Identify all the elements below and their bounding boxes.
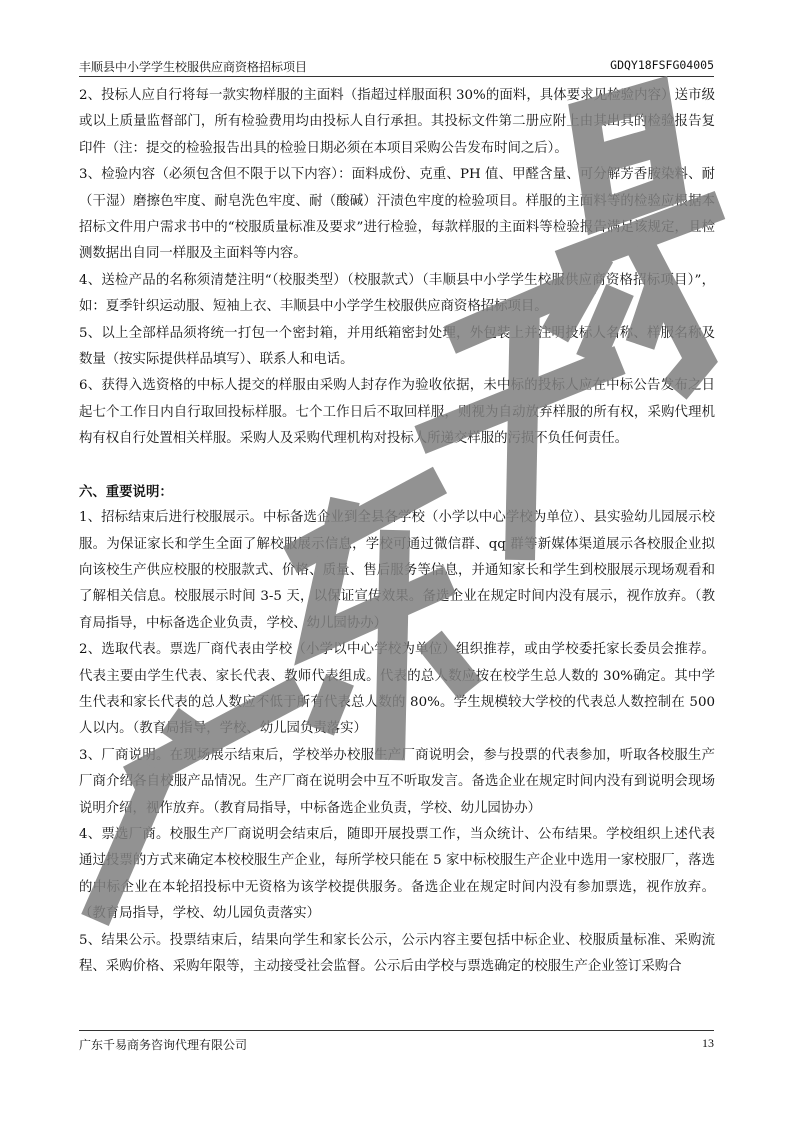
paragraph: 6、获得入选资格的中标人提交的样服由采购人封存作为验收依据，未中标的投标人应在中标公告发布之日起七个工作日内自行取回投标样服。七个工作日后不取回样服，则视为自动放弃样服的所有权，采购代理机构有权自行处置相关样服。采购人及采购代理机构对投标人所递交样服的污损不负任何责任。 [79, 378, 715, 447]
paragraph: 2、选取代表。票选厂商代表由学校（小学以中心学校为单位）组织推荐，或由学校委托家长委员会推荐。代表主要由学生代表、家长代表、教师代表组成。代表的总人数应按在校学生总人数的 30%确定。其中学生代表和家长代表的总人数应不低于所有代表总人数的 80%。学生规模较大学校的代表总人数控制在 500 人以内。（教育局指导，学校、幼儿园负责落实） [79, 642, 715, 737]
paragraph: 3、检验内容（必须包含但不限于以下内容）：面料成份、克重、PH 值、甲醛含量、可分解芳香胺染料、耐（干湿）磨擦色牢度、耐皂洗色牢度、耐（酸碱）汗渍色牢度的检验项目。样服的主面料等的检验应根据本招标文件用户需求书中的“校服质量标准及要求”进行检验，每款样服的主面料等检验报告满足该规定，且检测数据出自同一样服及主面料等内容。 [79, 167, 715, 262]
footer-company-name: 广东千易商务咨询代理有限公司 [79, 1038, 248, 1052]
header-divider [79, 76, 714, 77]
paragraph: 5、以上全部样品须将统一打包一个密封箱，并用纸箱密封处理，外包装上并注明投标人名称、样服名称及数量（按实际提供样品填写）、联系人和电话。 [79, 325, 715, 368]
footer-divider [79, 1030, 714, 1031]
header-project-code: GDQY18FSFG04005 [610, 58, 714, 72]
paragraph: 4、票选厂商。校服生产厂商说明会结束后，随即开展投票工作，当众统计、公布结果。学校组织上述代表通过投票的方式来确定本校校服生产企业，每所学校只能在 5 家中标校服生产企业中选用一家校服厂，落选的中标企业在本轮招投标中无资格为该学校提供服务。备选企业在规定时间内没有参加票选，视作放弃。（教育局指导，学校、幼儿园负责落实） [79, 826, 715, 922]
paragraph: 2、投标人应自行将每一款实物样服的主面料（指超过样服面积 30%的面料，具体要求见检验内容）送市级或以上质量监督部门，所有检验费用均由投标人自行承担。其投标文件第二册应附上由其出具的检验报告复印件（注：提交的检验报告出具的检验日期必须在本项目采购公告发布时间之后）。 [79, 88, 715, 156]
spacer [79, 453, 715, 479]
page-header [79, 58, 714, 76]
paragraph: 1、招标结束后进行校服展示。中标备选企业到全县各学校（小学以中心学校为单位）、县实验幼儿园展示校服。为保证家长和学生全面了解校服展示信息，学校可通过微信群、qq 群等新媒体渠道展示各校服企业拟向该校生产供应校服的校服款式、价格、质量、售后服务等信息，并通知家长和学生到校服展示现场观看和了解相关信息。校服展示时间 3-5 天，以保证宣传效果。备选企业在规定时间内没有展示，视作放弃。（教育局指导，中标备选企业负责，学校、幼儿园协办） [79, 510, 715, 631]
header-project-title: 丰顺县中小学学生校服供应商资格招标项目 [79, 60, 308, 74]
section-heading: 六、重要说明： [79, 483, 173, 500]
paragraph: 5、结果公示。投票结束后，结果向学生和家长公示，公示内容主要包括中标企业、校服质量标准、采购流程、采购价格、采购年限等，主动接受社会监督。公示后由学校与票选确定的校服生产企业签订采购合 [79, 932, 715, 974]
paragraph: 3、厂商说明。在现场展示结束后，学校举办校服生产厂商说明会，参与投票的代表参加，听取各校服生产厂商介绍各自校服产品情况。生产厂商在说明会中互不听取发言。备选企业在规定时间内没有到说明会现场说明介绍，视作放弃。（教育局指导，中标备选企业负责，学校、幼儿园协办） [79, 747, 715, 816]
page-number: 13 [702, 1036, 714, 1050]
paragraph: 4、送检产品的名称须清楚注明“（校服类型）（校服款式）（丰顺县中小学学生校服供应商资格招标项目）”，如：夏季针织运动服、短袖上衣、丰顺县中小学学生校服供应商资格招标项目。 [79, 272, 715, 315]
document-body [79, 83, 715, 980]
